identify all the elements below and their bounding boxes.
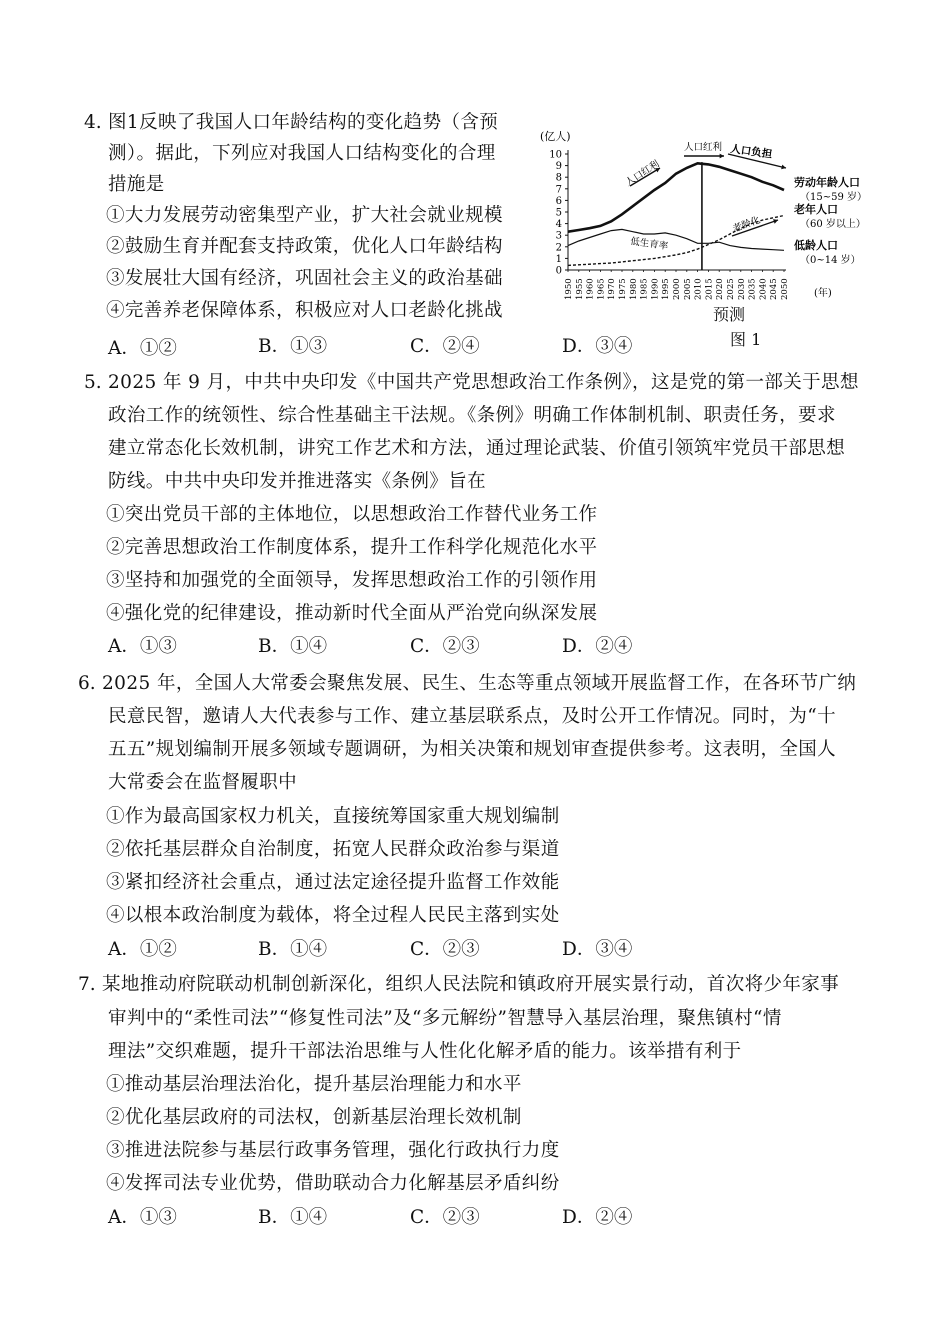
- y-tick-label: 3: [555, 230, 562, 242]
- x-tick-label: 1965: [596, 278, 607, 300]
- q6-stem-line: 2025 年，全国人大常委会聚焦发展、民生、生态等重点领域开展监督工作，在各环节广纳: [102, 673, 857, 694]
- x-tick-label: 1985: [639, 278, 650, 300]
- y-tick-label: 10: [549, 149, 562, 161]
- x-tick-label: 1960: [585, 278, 596, 300]
- q6-option-d[interactable]: D．③④: [562, 939, 633, 960]
- y-tick-label: 1: [555, 253, 562, 265]
- annotation-aging: 老龄化: [731, 214, 762, 235]
- x-tick-label: 1950: [564, 278, 574, 300]
- q7-option-b[interactable]: B．①④: [258, 1207, 328, 1228]
- q7-stem-line: 审判中的“柔性司法”“修复性司法”及“多元解纷”智慧导入基层治理，聚焦镇村“情: [108, 1008, 782, 1029]
- x-tick-label: 1955: [574, 278, 585, 300]
- q4-item-4: ④完善养老保障体系，积极应对人口老龄化挑战: [106, 300, 503, 321]
- x-tick-label: 2050: [780, 278, 790, 300]
- q6-item-2: ②依托基层群众自治制度，拓宽人民群众政治参与渠道: [106, 839, 560, 860]
- q6-item-4: ④以根本政治制度为载体，将全过程人民民主落到实处: [106, 905, 560, 926]
- q6-item-1: ①作为最高国家权力机关，直接统筹国家重大规划编制: [106, 806, 560, 827]
- q7-item-2: ②优化基层政府的司法权，创新基层治理长效机制: [106, 1107, 522, 1128]
- x-tick-label: 2030: [736, 278, 747, 300]
- q6-stem-line: 民意民智，邀请人大代表参与工作、建立基层联系点，及时公开工作情况。同时，为“十: [108, 706, 837, 727]
- q4-option-a[interactable]: A．①②: [108, 338, 177, 359]
- q5-item-1: ①突出党员干部的主体地位，以思想政治工作替代业务工作: [106, 504, 598, 525]
- series-label: 劳动年龄人口: [794, 176, 860, 189]
- y-tick-label: 5: [555, 207, 562, 219]
- y-tick-label: 8: [555, 172, 562, 184]
- x-tick-label: 1990: [650, 278, 661, 300]
- q7-option-d[interactable]: D．②④: [562, 1207, 633, 1228]
- q6-stem-line: 五五”规划编制开展多领域专题调研，为相关决策和规划审查提供参考。这表明，全国人: [108, 739, 837, 760]
- q5-option-d[interactable]: D．②④: [562, 636, 633, 657]
- series-label: 老年人口: [794, 203, 838, 216]
- annotation-dividend-left: 人口红利: [623, 158, 662, 189]
- q7-option-a[interactable]: A．①③: [108, 1207, 177, 1228]
- figure-caption: 图 1: [730, 330, 762, 349]
- q5-stem-line: 建立常态化长效机制，讲究工作艺术和方法，通过理论武装、价值引领筑牢党员干部思想: [108, 438, 846, 459]
- x-tick-label: 2000: [672, 278, 682, 300]
- q4-item-1: ①大力发展劳动密集型产业，扩大社会就业规模: [106, 205, 503, 226]
- y-tick-label: 6: [555, 195, 562, 207]
- x-tick-label: 2010: [693, 278, 704, 300]
- q4-option-d[interactable]: D．③④: [562, 336, 633, 357]
- q5-item-4: ④强化党的纪律建设，推动新时代全面从严治党向纵深发展: [106, 603, 598, 624]
- population-age-structure-chart: [538, 128, 878, 316]
- y-axis-label: (亿人): [540, 130, 571, 143]
- q5-stem-line: 政治工作的统领性、综合性基础主干法规。《条例》明确工作体制机制、职责任务，要求: [108, 405, 836, 426]
- y-tick-label: 9: [555, 161, 562, 173]
- series-line-2: [568, 229, 784, 253]
- q6-option-c[interactable]: C．②③: [410, 939, 480, 960]
- annotation-burden: 人口负担: [729, 143, 773, 161]
- q7-option-c[interactable]: C．②③: [410, 1207, 480, 1228]
- x-tick-label: 2040: [758, 278, 769, 300]
- y-tick-label: 7: [555, 184, 562, 196]
- q5-number: 5.: [84, 372, 102, 393]
- q5-stem-line: 防线。中共中央印发并推进落实《条例》旨在: [108, 471, 487, 492]
- q4-option-b[interactable]: B．①③: [258, 336, 328, 357]
- x-axis-label: (年): [814, 288, 832, 299]
- q4-option-c[interactable]: C．②④: [410, 336, 480, 357]
- y-tick-label: 2: [555, 242, 562, 254]
- q6-item-3: ③紧扣经济社会重点，通过法定途径提升监督工作效能: [106, 872, 560, 893]
- q7-item-4: ④发挥司法专业优势，借助联动合力化解基层矛盾纠纷: [106, 1173, 560, 1194]
- dividend-arrow-top-head: [720, 154, 724, 159]
- q6-option-a[interactable]: A．①②: [108, 939, 177, 960]
- x-tick-label: 2005: [682, 278, 693, 300]
- q6-number: 6.: [78, 673, 96, 694]
- x-tick-label: 2035: [747, 278, 758, 300]
- x-tick-label: 1975: [618, 278, 628, 300]
- y-tick-label: 4: [555, 219, 562, 231]
- q4-number: 4.: [84, 112, 102, 133]
- q5-option-a[interactable]: A．①③: [108, 636, 177, 657]
- burden-arrow-head: [781, 165, 786, 170]
- q4-stem-line: 措施是: [108, 174, 165, 195]
- x-tick-label: 2020: [715, 278, 726, 300]
- x-tick-label: 1980: [628, 278, 639, 300]
- annotation-low-fertility: 低生育率: [629, 236, 669, 253]
- q4-item-2: ②鼓励生育并配套支持政策，优化人口年龄结构: [106, 236, 503, 257]
- series-sublabel: （0~14 岁）: [800, 255, 861, 266]
- series-sublabel: （15~59 岁）: [800, 192, 868, 203]
- y-tick-label: 0: [555, 265, 562, 277]
- annotation-dividend-top: 人口红利: [684, 142, 723, 153]
- q5-option-b[interactable]: B．①④: [258, 636, 328, 657]
- q6-stem-line: 大常委会在监督履职中: [108, 772, 298, 793]
- x-tick-label: 1970: [607, 278, 618, 300]
- q6-option-b[interactable]: B．①④: [258, 939, 328, 960]
- q5-option-c[interactable]: C．②③: [410, 636, 480, 657]
- q7-item-3: ③推进法院参与基层行政事务管理，强化行政执行力度: [106, 1140, 560, 1161]
- x-tick-label: 1995: [661, 278, 672, 300]
- series-label: 低龄人口: [794, 239, 838, 252]
- q5-stem-line: 2025 年 9 月，中共中央印发《中国共产党思想政治工作条例》，这是党的第一部关于思想: [108, 372, 859, 393]
- forecast-label: 预测: [713, 305, 746, 324]
- x-tick-label: 2015: [704, 278, 715, 300]
- q7-stem-line: 理法”交织难题，提升干部法治思维与人性化化解矛盾的能力。该举措有利于: [108, 1041, 742, 1062]
- x-tick-label: 2045: [769, 278, 780, 300]
- q7-number: 7.: [78, 974, 96, 995]
- q4-stem-line: 图1反映了我国人口年龄结构的变化趋势（含预: [108, 112, 499, 133]
- q5-item-2: ②完善思想政治工作制度体系，提升工作科学化规范化水平: [106, 537, 598, 558]
- x-tick-label: 2025: [726, 278, 736, 300]
- q7-stem-line: 某地推动府院联动机制创新深化，组织人民法院和镇政府开展实景行动，首次将少年家事: [102, 974, 840, 995]
- series-sublabel: （60 岁以上）: [800, 219, 866, 230]
- q7-item-1: ①推动基层治理法治化，提升基层治理能力和水平: [106, 1074, 522, 1095]
- q5-item-3: ③坚持和加强党的全面领导，发挥思想政治工作的引领作用: [106, 570, 598, 591]
- q4-stem-line: 测）。据此，下列应对我国人口结构变化的合理: [108, 143, 496, 164]
- q4-item-3: ③发展壮大国有经济，巩固社会主义的政治基础: [106, 268, 503, 289]
